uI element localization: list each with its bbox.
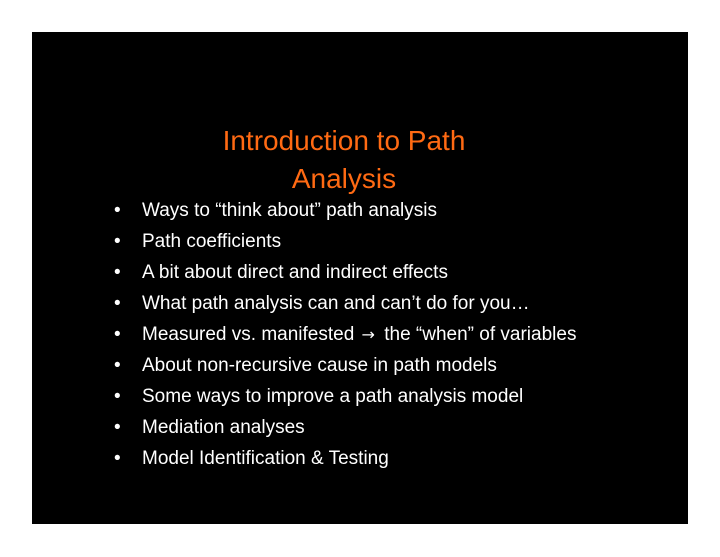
bullet-item [112, 412, 576, 443]
bullet-icon: • [114, 417, 121, 438]
bullet-text: About non-recursive cause in path models [142, 355, 497, 376]
bullet-icon: • [114, 355, 121, 376]
bullet-text: A bit about direct and indirect effects [142, 262, 448, 283]
bullet-text: Ways to “think about” path analysis [142, 200, 437, 221]
title-line-2: Analysis [291, 163, 397, 194]
slide-title [32, 122, 656, 198]
title-line-1: Introduction to Path [222, 125, 466, 156]
bullet-icon: • [114, 386, 121, 407]
bullet-icon: • [114, 231, 121, 252]
bullet-item [112, 257, 576, 288]
bullet-icon: • [114, 448, 121, 469]
bullet-text: Some ways to improve a path analysis model [142, 386, 524, 407]
bullet-item [112, 381, 576, 412]
bullet-text-after-arrow: the “when” of variables [384, 324, 577, 345]
bullet-item [112, 443, 576, 474]
bullet-icon: • [114, 200, 121, 221]
bullet-item [112, 195, 576, 226]
bullet-icon: • [114, 324, 121, 345]
bullet-text: Path coefficients [142, 231, 282, 252]
bullet-icon: • [114, 293, 121, 314]
slide [32, 32, 688, 524]
bullet-list [112, 195, 576, 474]
bullet-text: Mediation analyses [142, 417, 305, 438]
bullet-item [112, 319, 576, 350]
bullet-item [112, 226, 576, 257]
bullet-item [112, 350, 576, 381]
bullet-text: Model Identification & Testing [142, 448, 389, 469]
bullet-text: What path analysis can and can’t do for you… [142, 293, 530, 314]
bullet-item [112, 288, 576, 319]
bullet-text-before-arrow: Measured vs. manifested [142, 324, 355, 345]
right-arrow-icon: → [361, 325, 375, 344]
bullet-icon: • [114, 262, 121, 283]
